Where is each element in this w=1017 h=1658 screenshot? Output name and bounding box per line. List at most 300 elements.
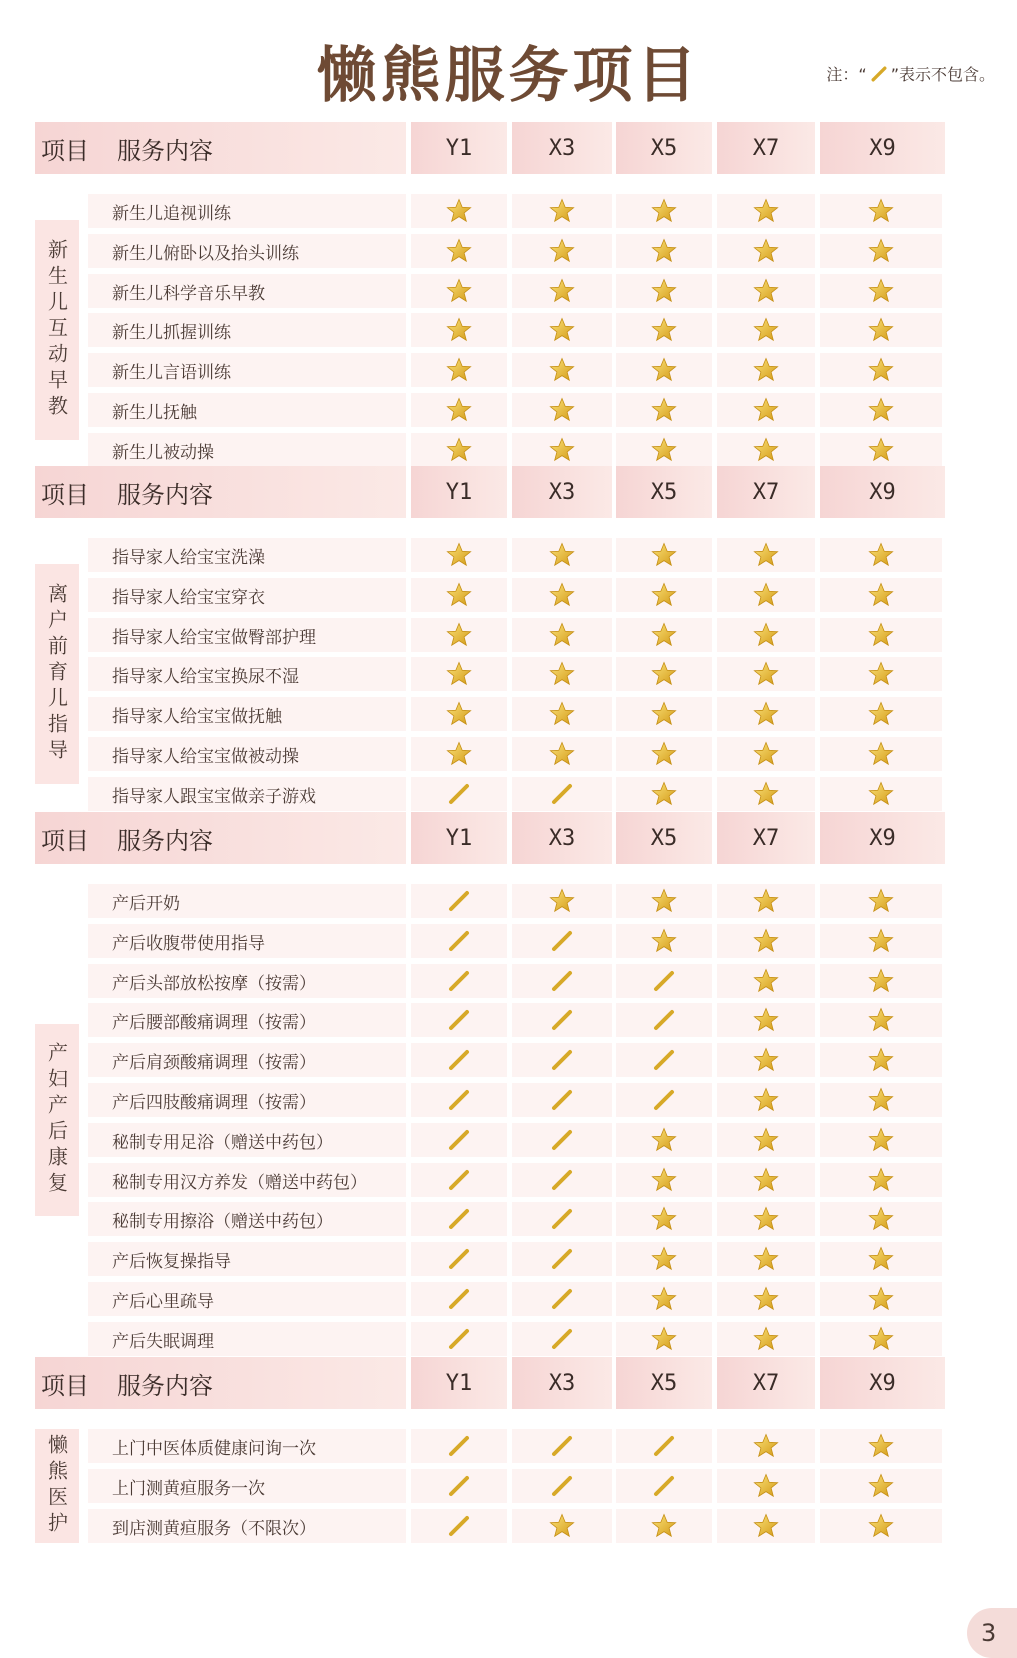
service-label-cell bbox=[88, 1043, 406, 1077]
mark-cell bbox=[820, 234, 942, 268]
star-icon bbox=[651, 928, 677, 954]
star-icon bbox=[868, 1473, 894, 1499]
mark-cell bbox=[820, 1242, 942, 1276]
mark-cell bbox=[512, 924, 612, 958]
slash-icon bbox=[550, 969, 574, 993]
star-icon bbox=[446, 437, 472, 463]
mark-cell bbox=[411, 393, 507, 427]
table-row bbox=[0, 1469, 1017, 1503]
category-text: 新生儿互动早教 bbox=[44, 239, 69, 421]
table-row bbox=[0, 1202, 1017, 1236]
mark-cell bbox=[616, 1322, 712, 1356]
service-label-cell bbox=[88, 1003, 406, 1037]
header-column-label: Y1 bbox=[445, 825, 473, 851]
star-icon bbox=[446, 622, 472, 648]
mark-cell bbox=[717, 1123, 815, 1157]
mark-cell bbox=[616, 274, 712, 308]
star-icon bbox=[753, 397, 779, 423]
table-row bbox=[0, 274, 1017, 308]
mark-cell bbox=[411, 194, 507, 228]
table-row bbox=[0, 393, 1017, 427]
table-row bbox=[0, 737, 1017, 771]
table-row bbox=[0, 1509, 1017, 1543]
table-row bbox=[0, 1123, 1017, 1157]
mark-cell bbox=[512, 697, 612, 731]
service-label-cell bbox=[88, 697, 406, 731]
mark-cell bbox=[411, 313, 507, 347]
mark-cell bbox=[717, 777, 815, 811]
mark-cell bbox=[717, 353, 815, 387]
header-column-5 bbox=[820, 1357, 945, 1409]
slash-icon bbox=[550, 782, 574, 806]
mark-cell bbox=[820, 353, 942, 387]
slash-icon bbox=[447, 1128, 471, 1152]
service-label: 新生儿言语训练 bbox=[112, 362, 231, 383]
slash-icon bbox=[447, 929, 471, 953]
slash-icon bbox=[447, 1287, 471, 1311]
mark-cell bbox=[820, 737, 942, 771]
mark-cell bbox=[616, 697, 712, 731]
mark-cell bbox=[512, 393, 612, 427]
mark-cell bbox=[820, 194, 942, 228]
table-row bbox=[0, 1322, 1017, 1356]
table-row bbox=[0, 1043, 1017, 1077]
star-icon bbox=[753, 968, 779, 994]
mark-cell bbox=[512, 1003, 612, 1037]
table-row bbox=[0, 234, 1017, 268]
service-label: 秘制专用足浴（赠送中药包） bbox=[112, 1132, 333, 1153]
star-icon bbox=[549, 741, 575, 767]
service-label-cell bbox=[88, 1509, 406, 1543]
service-label-cell bbox=[88, 1322, 406, 1356]
star-icon bbox=[753, 238, 779, 264]
slash-icon bbox=[447, 1048, 471, 1072]
mark-cell bbox=[717, 393, 815, 427]
mark-cell bbox=[820, 1282, 942, 1316]
star-icon bbox=[753, 1246, 779, 1272]
service-label-cell bbox=[88, 964, 406, 998]
star-icon bbox=[868, 1087, 894, 1113]
mark-cell bbox=[616, 353, 712, 387]
mark-cell bbox=[411, 1043, 507, 1077]
slash-icon bbox=[550, 1287, 574, 1311]
service-label-cell bbox=[88, 1083, 406, 1117]
slash-icon bbox=[550, 1048, 574, 1072]
service-label: 新生儿被动操 bbox=[112, 442, 214, 463]
service-label: 指导家人给宝宝做抚触 bbox=[112, 706, 282, 727]
mark-cell bbox=[717, 274, 815, 308]
star-icon bbox=[868, 741, 894, 767]
table-row bbox=[0, 194, 1017, 228]
mark-cell bbox=[512, 234, 612, 268]
mark-cell bbox=[512, 1123, 612, 1157]
star-icon bbox=[753, 661, 779, 687]
slash-icon bbox=[447, 969, 471, 993]
mark-cell bbox=[411, 353, 507, 387]
service-label: 产后收腹带使用指导 bbox=[112, 933, 265, 954]
star-icon bbox=[868, 1007, 894, 1033]
category-label bbox=[35, 564, 79, 784]
star-icon bbox=[753, 701, 779, 727]
star-icon bbox=[446, 661, 472, 687]
star-icon bbox=[868, 968, 894, 994]
star-icon bbox=[868, 582, 894, 608]
mark-cell bbox=[616, 924, 712, 958]
mark-cell bbox=[616, 1202, 712, 1236]
mark-cell bbox=[411, 618, 507, 652]
mark-cell bbox=[717, 234, 815, 268]
star-icon bbox=[651, 1326, 677, 1352]
star-icon bbox=[753, 1047, 779, 1073]
star-icon bbox=[446, 198, 472, 224]
star-icon bbox=[753, 1087, 779, 1113]
mark-cell bbox=[820, 1469, 942, 1503]
mark-cell bbox=[411, 1123, 507, 1157]
service-label-cell bbox=[88, 274, 406, 308]
mark-cell bbox=[512, 777, 612, 811]
mark-cell bbox=[820, 313, 942, 347]
service-label-cell bbox=[88, 1202, 406, 1236]
header-column-label: X9 bbox=[869, 479, 896, 505]
star-icon bbox=[868, 542, 894, 568]
table-row bbox=[0, 924, 1017, 958]
star-icon bbox=[753, 357, 779, 383]
slash-icon bbox=[550, 1327, 574, 1351]
star-icon bbox=[868, 1326, 894, 1352]
mark-cell bbox=[717, 194, 815, 228]
star-icon bbox=[753, 1513, 779, 1539]
mark-cell bbox=[820, 924, 942, 958]
mark-cell bbox=[616, 657, 712, 691]
star-icon bbox=[549, 198, 575, 224]
star-icon bbox=[753, 1167, 779, 1193]
star-icon bbox=[868, 1047, 894, 1073]
star-icon bbox=[651, 661, 677, 687]
slash-icon bbox=[550, 1207, 574, 1231]
star-icon bbox=[651, 317, 677, 343]
mark-cell bbox=[717, 1163, 815, 1197]
slash-icon bbox=[652, 1434, 676, 1458]
service-label: 产后四肢酸痛调理（按需） bbox=[112, 1092, 316, 1113]
star-icon bbox=[868, 238, 894, 264]
star-icon bbox=[753, 1433, 779, 1459]
mark-cell bbox=[411, 697, 507, 731]
star-icon bbox=[753, 741, 779, 767]
star-icon bbox=[446, 357, 472, 383]
header-content-label: 服务内容 bbox=[117, 480, 213, 509]
header-column-label: X5 bbox=[650, 1370, 678, 1396]
star-icon bbox=[868, 357, 894, 383]
star-icon bbox=[753, 888, 779, 914]
service-label-cell bbox=[88, 433, 406, 467]
service-label-cell bbox=[88, 353, 406, 387]
service-label: 产后肩颈酸痛调理（按需） bbox=[112, 1052, 316, 1073]
star-icon bbox=[753, 781, 779, 807]
mark-cell bbox=[717, 1429, 815, 1463]
star-icon bbox=[651, 198, 677, 224]
mark-cell bbox=[411, 1509, 507, 1543]
header-item-cell bbox=[35, 1357, 406, 1409]
table-row bbox=[0, 657, 1017, 691]
header-column-4 bbox=[717, 1357, 815, 1409]
mark-cell bbox=[411, 538, 507, 572]
table-row bbox=[0, 697, 1017, 731]
mark-cell bbox=[820, 578, 942, 612]
mark-cell bbox=[820, 884, 942, 918]
slash-icon bbox=[652, 1088, 676, 1112]
service-label-cell bbox=[88, 737, 406, 771]
slash-icon bbox=[550, 1128, 574, 1152]
star-icon bbox=[868, 198, 894, 224]
slash-icon bbox=[550, 1168, 574, 1192]
mark-cell bbox=[616, 1123, 712, 1157]
mark-cell bbox=[717, 433, 815, 467]
star-icon bbox=[753, 622, 779, 648]
slash-icon bbox=[652, 969, 676, 993]
table-header bbox=[0, 122, 955, 174]
header-column-label: X7 bbox=[752, 825, 780, 851]
header-column-label: Y1 bbox=[445, 479, 473, 505]
header-column-label: X9 bbox=[869, 1370, 896, 1396]
mark-cell bbox=[820, 433, 942, 467]
mark-cell bbox=[512, 884, 612, 918]
mark-cell bbox=[820, 1003, 942, 1037]
header-column-4 bbox=[717, 466, 815, 518]
mark-cell bbox=[717, 1043, 815, 1077]
table-row bbox=[0, 1242, 1017, 1276]
mark-cell bbox=[717, 578, 815, 612]
mark-cell bbox=[411, 433, 507, 467]
star-icon bbox=[651, 701, 677, 727]
star-icon bbox=[868, 437, 894, 463]
mark-cell bbox=[717, 1003, 815, 1037]
star-icon bbox=[549, 888, 575, 914]
mark-cell bbox=[616, 1242, 712, 1276]
service-label-cell bbox=[88, 194, 406, 228]
mark-cell bbox=[717, 1282, 815, 1316]
table-row bbox=[0, 964, 1017, 998]
legend-note bbox=[826, 62, 995, 85]
header-column-4 bbox=[717, 812, 815, 864]
star-icon bbox=[549, 238, 575, 264]
service-label-cell bbox=[88, 884, 406, 918]
star-icon bbox=[868, 1246, 894, 1272]
service-label: 产后恢复操指导 bbox=[112, 1251, 231, 1272]
table-row bbox=[0, 433, 1017, 467]
mark-cell bbox=[717, 737, 815, 771]
star-icon bbox=[868, 1433, 894, 1459]
mark-cell bbox=[411, 777, 507, 811]
mark-cell bbox=[512, 657, 612, 691]
star-icon bbox=[753, 582, 779, 608]
slash-icon bbox=[447, 1008, 471, 1032]
service-label: 指导家人给宝宝穿衣 bbox=[112, 587, 265, 608]
header-column-label: Y1 bbox=[445, 1370, 473, 1396]
star-icon bbox=[446, 582, 472, 608]
mark-cell bbox=[512, 353, 612, 387]
star-icon bbox=[868, 1513, 894, 1539]
star-icon bbox=[868, 928, 894, 954]
slash-icon bbox=[447, 1207, 471, 1231]
slash-icon bbox=[447, 782, 471, 806]
table-row bbox=[0, 1003, 1017, 1037]
table-header bbox=[0, 466, 955, 518]
service-label-cell bbox=[88, 924, 406, 958]
mark-cell bbox=[411, 884, 507, 918]
star-icon bbox=[868, 1127, 894, 1153]
service-label-cell bbox=[88, 618, 406, 652]
star-icon bbox=[651, 542, 677, 568]
mark-cell bbox=[820, 393, 942, 427]
star-icon bbox=[868, 888, 894, 914]
category-label bbox=[35, 220, 79, 440]
header-column-label: X3 bbox=[548, 135, 576, 161]
mark-cell bbox=[616, 234, 712, 268]
table-row bbox=[0, 1429, 1017, 1463]
header-item-cell bbox=[35, 812, 406, 864]
mark-cell bbox=[411, 1163, 507, 1197]
mark-cell bbox=[512, 737, 612, 771]
mark-cell bbox=[717, 1469, 815, 1503]
service-label: 新生儿抚触 bbox=[112, 402, 197, 423]
table-row bbox=[0, 313, 1017, 347]
header-content-label: 服务内容 bbox=[117, 826, 213, 855]
slash-icon bbox=[447, 1327, 471, 1351]
header-column-1 bbox=[411, 466, 507, 518]
mark-cell bbox=[717, 1202, 815, 1236]
star-icon bbox=[868, 622, 894, 648]
star-icon bbox=[651, 1246, 677, 1272]
mark-cell bbox=[820, 964, 942, 998]
header-column-label: X3 bbox=[548, 479, 576, 505]
header-column-2 bbox=[512, 812, 612, 864]
star-icon bbox=[753, 1206, 779, 1232]
mark-cell bbox=[820, 538, 942, 572]
slash-icon bbox=[447, 1434, 471, 1458]
slash-icon bbox=[550, 1247, 574, 1271]
star-icon bbox=[651, 1513, 677, 1539]
mark-cell bbox=[717, 1083, 815, 1117]
mark-cell bbox=[411, 1242, 507, 1276]
mark-cell bbox=[717, 1322, 815, 1356]
star-icon bbox=[651, 397, 677, 423]
mark-cell bbox=[616, 964, 712, 998]
slash-icon bbox=[550, 1008, 574, 1032]
mark-cell bbox=[512, 538, 612, 572]
mark-cell bbox=[411, 964, 507, 998]
mark-cell bbox=[820, 1163, 942, 1197]
star-icon bbox=[753, 1007, 779, 1033]
mark-cell bbox=[512, 1469, 612, 1503]
mark-cell bbox=[411, 1282, 507, 1316]
mark-cell bbox=[411, 737, 507, 771]
slash-icon bbox=[550, 1088, 574, 1112]
star-icon bbox=[753, 1127, 779, 1153]
page-title: 懒熊服务项目 bbox=[316, 41, 701, 111]
star-icon bbox=[868, 661, 894, 687]
mark-cell bbox=[616, 1083, 712, 1117]
mark-cell bbox=[512, 1083, 612, 1117]
header-content-label: 服务内容 bbox=[117, 1371, 213, 1400]
star-icon bbox=[446, 278, 472, 304]
table-row bbox=[0, 1083, 1017, 1117]
header-column-label: Y1 bbox=[445, 135, 473, 161]
header-item-label: 项目 bbox=[41, 1371, 89, 1400]
table-row bbox=[0, 353, 1017, 387]
header-column-label: X7 bbox=[752, 135, 780, 161]
header-column-label: X5 bbox=[650, 825, 678, 851]
mark-cell bbox=[616, 538, 712, 572]
mark-cell bbox=[820, 1429, 942, 1463]
star-icon bbox=[753, 1473, 779, 1499]
star-icon bbox=[753, 278, 779, 304]
mark-cell bbox=[411, 1202, 507, 1236]
star-icon bbox=[446, 317, 472, 343]
mark-cell bbox=[616, 1163, 712, 1197]
service-label-cell bbox=[88, 777, 406, 811]
service-label: 秘制专用擦浴（赠送中药包） bbox=[112, 1211, 333, 1232]
star-icon bbox=[651, 1167, 677, 1193]
mark-cell bbox=[717, 618, 815, 652]
star-icon bbox=[549, 582, 575, 608]
mark-cell bbox=[512, 433, 612, 467]
mark-cell bbox=[820, 1202, 942, 1236]
star-icon bbox=[868, 781, 894, 807]
service-label-cell bbox=[88, 1429, 406, 1463]
mark-cell bbox=[512, 1322, 612, 1356]
table-row bbox=[0, 1163, 1017, 1197]
mark-cell bbox=[820, 1509, 942, 1543]
mark-cell bbox=[512, 313, 612, 347]
note-prefix: 注：“ bbox=[826, 65, 867, 84]
mark-cell bbox=[616, 1469, 712, 1503]
header-item-cell bbox=[35, 466, 406, 518]
mark-cell bbox=[411, 924, 507, 958]
mark-cell bbox=[512, 964, 612, 998]
mark-cell bbox=[616, 618, 712, 652]
header-column-4 bbox=[717, 122, 815, 174]
star-icon bbox=[446, 542, 472, 568]
mark-cell bbox=[616, 1509, 712, 1543]
header-column-label: X7 bbox=[752, 1370, 780, 1396]
service-label-cell bbox=[88, 1282, 406, 1316]
star-icon bbox=[549, 357, 575, 383]
star-icon bbox=[753, 542, 779, 568]
table-row bbox=[0, 538, 1017, 572]
mark-cell bbox=[616, 737, 712, 771]
header-column-3 bbox=[616, 122, 712, 174]
mark-cell bbox=[512, 1163, 612, 1197]
star-icon bbox=[549, 661, 575, 687]
slash-icon bbox=[447, 1514, 471, 1538]
header-column-1 bbox=[411, 812, 507, 864]
table-row bbox=[0, 618, 1017, 652]
table-row bbox=[0, 578, 1017, 612]
header-column-2 bbox=[512, 466, 612, 518]
service-label-cell bbox=[88, 657, 406, 691]
service-label: 到店测黄疸服务（不限次） bbox=[112, 1518, 316, 1539]
mark-cell bbox=[512, 1043, 612, 1077]
table-row bbox=[0, 777, 1017, 811]
mark-cell bbox=[820, 1083, 942, 1117]
star-icon bbox=[651, 888, 677, 914]
mark-cell bbox=[411, 1003, 507, 1037]
mark-cell bbox=[820, 777, 942, 811]
star-icon bbox=[651, 278, 677, 304]
mark-cell bbox=[411, 274, 507, 308]
table-row bbox=[0, 884, 1017, 918]
star-icon bbox=[753, 928, 779, 954]
